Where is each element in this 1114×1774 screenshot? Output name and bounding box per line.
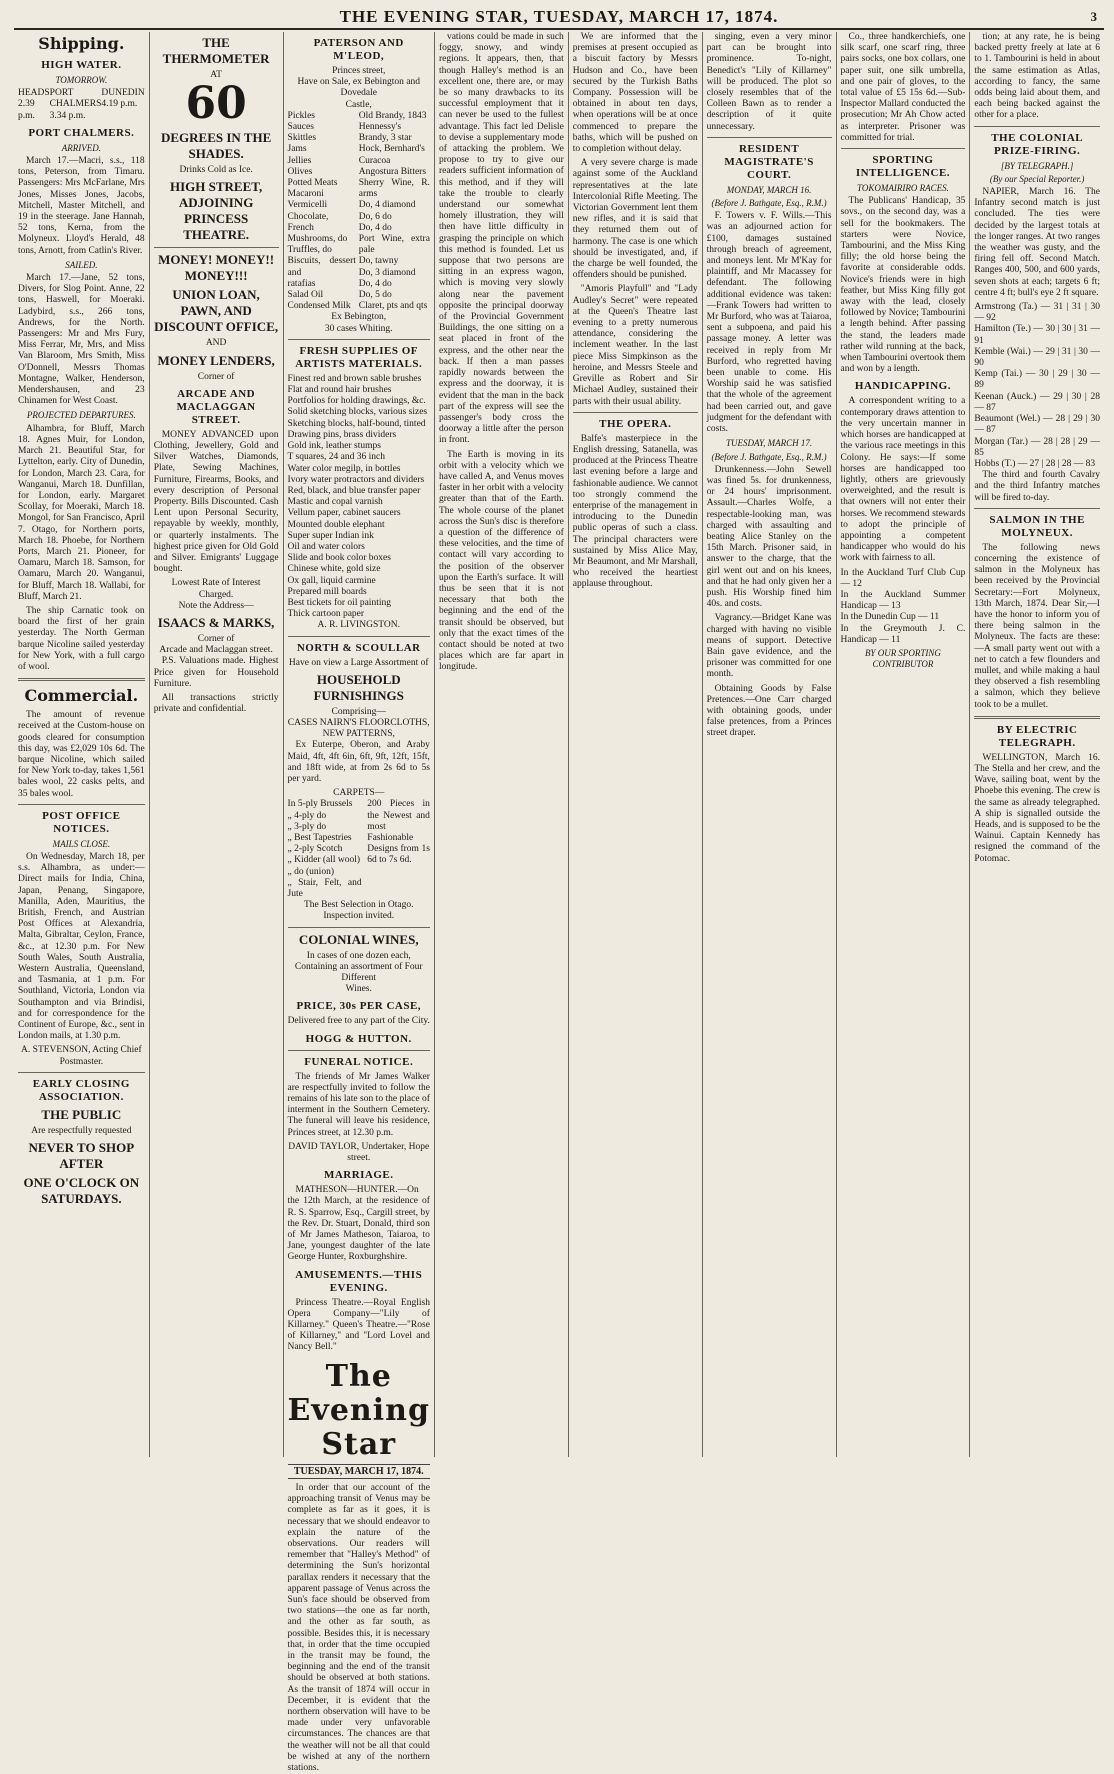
score-row: Keenan (Auck.) — 29 | 30 | 28 — 87 <box>974 391 1100 413</box>
marriage-text: MATHESON—HUNTER.—On the 12th March, at the residence of R. S. Sparrow, Esq., Cargill street, by the Rev. Dr. Stuart, Donald, third son of Mr James Matheson, Taiaroa, to Jane, youngest daughter of the late George Hunter, Roxburghshire. <box>287 1185 430 1263</box>
divider <box>707 137 832 138</box>
column-7 <box>837 32 971 1457</box>
electric-telegraph-heading: BY ELECTRIC TELEGRAPH. <box>996 723 1078 749</box>
divider <box>18 678 145 681</box>
weights-row: In the Auckland Turf Club Cup — 12 <box>840 567 966 589</box>
have-on-view-label: Have on view a Large Assortment of <box>288 657 429 668</box>
by-telegraph-label: [BY TELEGRAPH.] <box>1000 160 1074 171</box>
post-text: On Wednesday, March 18, per s.s. Alhambra, as under:— Direct mails for India, China, Japan, Penang, Singapore, Manilla, Aden, Mauritius, the British, French, and Austrian Post Offices at Alexandria, Malta, Gibraltar, Ceylon, France, &c., at 12.30 p.m. For New South Wales, South Australia, Western Australia, Queensland, and Tasmania, at 1 p.m. For Southland, Victoria, London via Southampton and via Brindisi, and for correspondence for the Continent of Europe, &c., sent in London mails, at 1.30 p.m. <box>18 851 145 1042</box>
postmaster-signature: A. STEVENSON, Acting Chief Postmaster. <box>21 1045 142 1067</box>
high-street-text: HIGH STREET, ADJOINING PRINCESS THEATRE. <box>170 179 263 243</box>
ex-label: Ex Bebington, <box>331 312 387 323</box>
public-label: THE PUBLIC <box>41 1106 122 1122</box>
undertaker-label: DAVID TAYLOR, Undertaker, Hope street. <box>288 1141 430 1164</box>
confidential-text: All transactions strictly private and confidential. <box>153 693 279 715</box>
divider <box>288 339 430 340</box>
respect-label: Are respectfully requested <box>31 1125 132 1136</box>
tomorrow-label: TOMORROW. <box>55 75 108 85</box>
carpet-list: In 5-ply Brussels „ 4-ply do „ 3-ply do „ Best Tapestries „ 2-ply Scotch „ Kidder (all wool) „ do (union) „ Stair, Felt, and Jute <box>287 799 362 899</box>
court-continued: Co., three handkerchiefs, one silk scarf, one scarf ring, three pairs socks, one box collars, one paper suit, one silk umbrella, and one pair of gloves, to the total value of £5 15s 6d.—Sub-Inspector Mallard conducted the prosecution; Mr Ah Chow acted as interpreter. Prisoner was committed for trial. <box>840 32 966 143</box>
tide-dunedin: DUNEDIN 4.19 p.m. <box>101 88 145 110</box>
weights-row: In the Greymouth J. C. Handicap — 11 <box>840 623 966 645</box>
castle-label: Castle, <box>345 99 372 110</box>
sporting-heading: SPORTING INTELLIGENCE. <box>855 154 951 180</box>
commercial-text: The amount of revenue received at the Custom-house on goods cleared for consumption this day, was £2,029 10s 6d. The barque Nicoline, which sailed for New York to-day, takes 1,561 bales wool, 22 casks pelts, and 35 bales wool. <box>18 710 145 799</box>
divider <box>18 1072 145 1073</box>
news-paragraph-3: "Amoris Playfull" and "Lady Audley's Secret" were repeated at the Queen's Theatre last evening to a pretty numerous attendance, considering the inclement weather. In the last piece Miss Simpkinson as the heroine, and Messrs Steele and Greville as Robert and Sir Michael Audley, sustained their parts with their usual ability. <box>572 284 698 407</box>
projected-text: Alhambra, for Bluff, March 18. Agnes Muir, for London, March 21. Beautiful Star, for Lyttelton, early. City of Dunedin, for London, March 23. Cara, for Wanganui, March 18. Dunfillan, for London, early. Margaret Scollay, for Moeraki, March 18. Mongol, for San Francisco, April 7. Otago, for Northern ports, March 18. Phoebe, for Northern Ports, March 21. Pioneer, for Oamaru, March 18. Samson, for Oamaru, March 20. Wanganui, for Bluff, March 18. Wallabi, for Bluff, March 21. <box>18 423 145 602</box>
paterson-heading: PATERSON AND M'LEOD, <box>313 37 404 62</box>
vagrancy-text: Vagrancy.—Bridget Kane was charged with having no visible means of support. Detective Bain gave evidence, and the prisoner was committed for one month. <box>706 613 832 680</box>
currants-label: 30 cases Whiting. <box>324 323 393 334</box>
tide-heads: HEADS 2.39 p.m. <box>18 88 50 121</box>
stock-left: Pickles Sauces Skittles Jams Jellies Olives Potted Meats Macaroni Vermicelli Chocolate, French Mushrooms, do Truffles, do Biscuits, dessert and ratafias Salad Oil Condensed Milk <box>287 110 356 312</box>
news-paragraph-2: A very severe charge is made against some of the Auckland representatives at the late Intercolonial Rifle Meeting. The Victorian Government lent them new rifles, and it is said that they returned them out of harmony. The case is one which should be investigated, and, if the charge be well founded, the offenders should be punished. <box>572 158 698 281</box>
high-water-heading: HIGH WATER. <box>41 59 122 71</box>
degrees-value: 60 <box>185 78 247 130</box>
column-6 <box>703 32 837 1457</box>
corner-label-2: Corner of <box>197 634 235 645</box>
handicap-text: A correspondent writing to a contemporary draws attention to the very uncertain manner in which horses are handicapped at the various race meetings in this Colony. He says:—If some horses are handicapped too lightly, others are grievously overweighted, and the result is that owners will not enter their horses. We recommend stewards to adopt the principle of appointing a competent handicapper who would do his work with fairness to all. <box>840 396 966 564</box>
money-lenders-heading: MONEY LENDERS, <box>157 352 275 368</box>
column-8 <box>970 32 1104 1457</box>
editorial-lead: In order that our account of the approaching transit of Venus may be complete as far as it goes, it is necessary that we should endeavor to explain the nature of the observations. Our readers will remember that "Halley's Method" of determining the Sun's horizontal parallax renders it necessary that the apparent passage of Venus across the Sun's face should be observed from two stations—the one as far north, and the other as far south, as possible. Besides this, it is necessary that, in order that the time occupied in the transit may be found, the beginning and the end of the transit should be observed at both stations. As the transit of 1874 will occur in December, it is evident that the northern observation will have to be made under very unfavorable circumstances. The chances are that the weather will not be all that could be wished at any of the northern stations. <box>287 1482 430 1773</box>
score-row: Kemp (Tai.) — 30 | 29 | 30 — 89 <box>974 369 1100 391</box>
arrived-label: ARRIVED. <box>61 142 101 153</box>
carpet-note: 200 Pieces in the Newest and most Fashionable Designs from 1s 6d to 7s 6d. <box>367 799 430 866</box>
weights-list <box>841 568 966 646</box>
early-closing-heading: EARLY CLOSING ASSOCIATION. <box>32 1077 130 1103</box>
containing-label: Containing an assortment of Four Different <box>294 961 423 984</box>
divider <box>841 148 966 149</box>
column-5 <box>569 32 703 1457</box>
third-match-text: The third and fourth Cavalry and the third Infantry matches will be fired to-day. <box>974 470 1100 503</box>
tokomairiro-heading: TOKOMAIRIRO RACES. <box>857 183 949 194</box>
mails-close-label: MAILS CLOSE. <box>52 838 111 849</box>
livingston-label: A. R. LIVINGSTON. <box>317 620 400 631</box>
columns <box>14 32 1104 1773</box>
special-reporter-label: (By our Special Reporter.) <box>989 173 1085 184</box>
resident-magistrate-heading: RESIDENT MAGISTRATE'S COURT. <box>724 142 814 181</box>
dateline: TUESDAY, MARCH 17, 1874. <box>288 1464 430 1479</box>
editorial-text: vations could be made in such foggy, snowy, and windy regions. It appears, then, that though Halley's method is an excellent one, there are, or may be so many drawbacks to its successful employment that it can never be used to the fullest advantage. This fact led Delisle to devise a supplementary mode of attacking the problem. We propose to try to give our readers sufficient information of this method, and if they will take the trouble to clearly understand our somewhat homely illustration, they will then have little difficulty in grasping the principle on which this method is founded. Let us suppose that two persons are sitting in an express wagon, which is moving very slowly along near the pavement opposite the principal doorway of the Provincial Government Buildings, the one sitting on a seat placed in front of the express, and the other near the back. If then a man passes rapidly nowards between the express and the doorway, it is evident that the man in the back part of the express will see the passenger's body cross the doorway a little after the person in front. <box>438 32 564 446</box>
column-1 <box>14 32 150 1457</box>
opera-text: Balfe's masterpiece in the English dressing, Satanella, was produced at the Princess Theatre last evening before a large and fashionable audience. We cannot too strongly commend the enterprise of the management in introducing to the Dunedin public operas of such a class. The principal characters were sustained by Miss Alice May, Mr Beaumont, and Mr Marshall, who received the heartiest applause throughout. <box>572 433 698 590</box>
news-paragraph-1: We are informed that the premises at present occupied as a biscuit factory by Messrs Hudson and Co., have been secured by the Turkish Baths Company. Possession will be obtained in about ten days, when operations will be at once commenced to prepare the baths, which will be pushed on to completion without delay. <box>572 32 698 155</box>
delivered-label: Delivered free to any part of the City. <box>287 1016 430 1027</box>
before-label-2: (Before J. Bathgate, Esq., R.M.) <box>711 451 827 462</box>
ship-text: The ship Carnatic took on board the first of her grain yesterday. The North German barque Nicoline sailed yesterday for New York, with a full cargo of wool. <box>18 605 145 672</box>
column-3 <box>284 32 435 1773</box>
princes-label: Princes street, <box>332 66 386 76</box>
projected-label: PROJECTED DEPARTURES. <box>26 410 136 421</box>
divider <box>974 508 1100 509</box>
tuesday-label: TUESDAY, MARCH 17. <box>725 438 813 449</box>
carpet-block <box>288 799 430 900</box>
corner-label: Corner of <box>197 371 235 382</box>
stock-list <box>288 111 430 313</box>
never-label: NEVER TO SHOP AFTER <box>28 1140 135 1172</box>
opera-continued: singing, even a very minor part can be brought into prominence. To-night, Benedict's "Lily of Killarney" will be produced. The plot so closely resembles that of the Colleen Bawn as to render a description of it quite unnecessary. <box>706 32 832 132</box>
at-label: AT <box>210 70 222 80</box>
race-text: The Publicans' Handicap, 35 sovs., on the second day, was a sell for the bookmakers. The starters were Novice, Tambourini, and the Miss King filly; the old horse being the favorite at considerable odds. Novice's friends were in high feather, but Miss King filly got away with the lead, closely followed by Novice; Tambourini a length behind. After passing the stand, the leaders made rather wild running at the back, when Tambourini overtook them and won by a length. <box>840 196 966 375</box>
arcade-text: Arcade and Maclaggan street. <box>159 645 273 656</box>
europe-text: Ex Euterpe, Oberon, and Araby Maid, 4ft, 4ft 6in, 6ft, 9ft, 12ft, 15ft, and 18ft wide, at from 2s 6d to 5s per yard. <box>287 740 430 784</box>
firing-text: NAPIER, March 16. The Infantry second match is just concluded. The ties were decided by the largest totals at the longer ranges. At two ranges the weather was gusty, and the firing fell off. Second Match. Ranges 400, 500, and 600 yards, seven shots at each; targets 6 ft; centre 4 ft; bull's eye 2 ft square. <box>974 187 1100 298</box>
tide-table <box>18 88 145 122</box>
weights-row: In the Auckland Summer Handicap — 13 <box>840 589 966 612</box>
arrived-text: March 17.—Macri, s.s., 118 tons, Peterson, from Timaru. Passengers: Mrs McFarlane, Mrs Jones, Misses Jones, Jacobs, Mitchell, Master Mitchell, and 19 in the steerage. Jane Hannah, 52 tons, Kerna, from the Molyneux. Lloyd's Herald, 48 tons, Arnott, from Catlin's River. <box>18 156 145 256</box>
prize-firing-heading: THE COLONIAL PRIZE-FIRING. <box>991 131 1084 157</box>
masthead <box>14 6 1104 30</box>
opera-heading: THE OPERA. <box>599 417 672 430</box>
court-text: F. Towers v. F. Wills.—This was an adjourned action for £100, damages sustained through breach of agreement, and moneys lent. Mr M'Kay for plaintiff, and Mr Macassey for defendant. The following additional evidence was taken:—Frank Towers had written to Mr Burford, who was at Taiaroa, sent a subpoena, and paid his passage money. A letter was received in reply from Mr Burford, who regretted having been unable to come. His Worship said he was satisfied that the whole of the agreement had been carried out, and gave judgment for the defendant with costs. <box>706 211 832 435</box>
port-chalmers-heading: PORT CHALMERS. <box>28 126 135 139</box>
divider <box>288 927 430 928</box>
funeral-heading: FUNERAL NOTICE. <box>304 1055 414 1068</box>
score-row: Hamilton (Te.) — 30 | 30 | 31 — 91 <box>974 324 1100 346</box>
in-cases-label: In cases of one dozen each, <box>306 950 411 961</box>
household-heading: HOUSEHOLD FURNISHINGS <box>313 671 404 703</box>
column-2 <box>150 32 284 1457</box>
amusements-heading: AMUSEMENTS.—THIS EVENING. <box>295 1268 423 1294</box>
best-selection-label: The Best Selection in Otago. <box>303 900 414 911</box>
money-text: MONEY ADVANCED upon Clothing, Jewellery, Gold and Silver Watches, Diamonds, Plate, Sewing Machines, Furniture, Firearms, Books, and every description of Personal Property. Bills Discounted. Cash Lent upon Personal Security, repayable by weekly, monthly, or quarterly instalments. The highest price given for Old Gold and Silver. Emigrants' Luggage bought. <box>153 429 279 575</box>
colonial-wines-heading: COLONIAL WINES, <box>298 931 419 947</box>
inspection-label: Inspection invited. <box>323 911 395 922</box>
north-scoullar-heading: NORTH & SCOULLAR <box>296 641 421 654</box>
sporting-contributor: BY OUR SPORTING CONTRIBUTOR <box>864 647 941 670</box>
stock-right: Old Brandy, 1843 Hennessy's Brandy, 3 star Hock, Bernhard's Curacoa Angostura Bitters Sherry Wine, R. arms Do, 4 diamond Do, 6 do Do, 4 do Port Wine, extra pale Do, tawny Do, 3 diamond Do, 4 do Do, 5 do Claret, pts and qts <box>358 110 430 312</box>
masthead-title: THE EVENING STAR, TUESDAY, MARCH 17, 1874. <box>339 7 779 26</box>
paper-title: The Evening Star <box>287 1358 430 1462</box>
funeral-text: The friends of Mr James Walker are respectfully invited to follow the remains of his late son to the place of interment in the Southern Cemetery. The funeral will leave his residence, Princes street, at 12.30 p.m. <box>287 1071 430 1138</box>
drunk-text: Drunkenness.—John Sewell was fined 5s. for drunkenness, or 24 hours' imprisonment. Assault.—Charles Wolfe, a respectable-looking man, was charged with assaulting and beating Alice Stanley on the 15th March. Prisoner said, in answer to the charge, that the girl went out and on his knees, and that he had only given her a push. His Worship fined him 40s. and costs. <box>706 464 832 610</box>
drinks-text: Drinks Cold as Ice. <box>179 165 253 176</box>
thermometer-heading: THE THERMOMETER <box>162 35 270 66</box>
page-number: 3 <box>1090 9 1098 24</box>
tide-port: PORT CHALMERS 3.34 p.m. <box>49 88 102 121</box>
score-row: Hobbs (T.) — 27 | 28 | 28 — 83 <box>974 458 1096 469</box>
isaacs-heading: ISAACS & MARKS, <box>157 615 275 631</box>
post-office-heading: POST OFFICE NOTICES. <box>42 809 121 835</box>
column-4 <box>435 32 569 1457</box>
ps-text: P.S. Valuations made. Highest Price given for Household Furniture. <box>153 656 279 689</box>
amusements-text: Princess Theatre.—Royal English Opera Company—"Lily of Killarney." Queen's Theatre.—"Rose of Killarney," and "Lord Lovel and Nancy Bell." <box>287 1297 430 1353</box>
sailed-label: SAILED. <box>65 259 98 270</box>
lowest-rate-text: Lowest Rate of Interest Charged. <box>171 578 261 600</box>
score-row: Armstrong (Ta.) — 31 | 31 | 30 — 92 <box>974 302 1100 324</box>
sporting-continued: tion; at any rate, he is being backed pretty freely at late at 6 to 1. Tambourini is held in about the same estimation as Atlas, according to fancy, the same odds being laid about them, and each being backed against the other for a place. <box>974 32 1100 121</box>
electric-text: WELLINGTON, March 16. The Stella and her crew, and the Wave, sailing boat, went by the Phoebe this evening. The crew is the same as already telegraphed. A ship is signalled outside the Heads, and is supposed to be the Wainui. Captain Kennedy has resigned the command of the Potomac. <box>974 752 1100 864</box>
hogg-label: HOGG & HUTTON. <box>305 1032 412 1045</box>
price-label: PRICE, 30s PER CASE, <box>296 1000 422 1013</box>
note-address-text: Note the Address— <box>178 600 254 611</box>
score-row: Beaumont (Wel.) — 28 | 29 | 30 — 87 <box>974 414 1100 436</box>
divider <box>288 1050 430 1051</box>
editorial-text-2: The Earth is moving in its orbit with a velocity which we have called A, and Venus moves faster in her orbit with a velocity greater than that of the Earth. The whole course of the planet across the Sun's disc is therefore a question of the difference of these velocities, and the time of contact will vary according to the position of the observer upon the Earth's surface. It will thus be seen that it is not necessary that both the beginning and the end of the transit should be observed, but only that the exact times of the contact should be noted at two places which are far apart in longitude. <box>438 449 564 673</box>
divider <box>974 716 1100 719</box>
carpets-label: CARPETS— <box>333 788 385 799</box>
wines-label: Wines. <box>345 984 372 995</box>
and-label: AND <box>205 338 227 349</box>
sailed-text: March 17.—Jane, 52 tons, Divers, for Slog Point. Anne, 22 tons, Haswell, for Moeraki. Ladybird, s.s., 266 tons, Andrews, for the North. Passengers: Mr and Mrs Fury, Miss Ferrar, Mr, Mrs, and Miss Van Blaroom, Mrs Smith, Miss O'Donnell, Messrs Thomas Montagne, Walker, Henderson, Mendershausen, and 23 Chinamen for West Coast. <box>18 273 145 407</box>
divider <box>974 126 1100 127</box>
materials-list: Finest red and brown sable brushes Flat and round hair brushes Portfolios for holding drawings, &c. Solid sketching blocks, various sizes Sketching blocks, half-bound, tinted Drawing pins, brass dividers Gold ink, leather stumps T squares, 24 and 36 inch Water color megilp, in bottles Ivory water protractors and dividers Red, black, and blue transfer paper Mastic and copal varnish Vellum paper, cabinet saucers Mounted double elephant Super super Indian ink Oil and water colors Slide and book color boxes Chinese white, gold size Ox gall, liquid carmine Prepared mill boards Best tickets for oil painting Thick cartoon paper <box>287 373 428 620</box>
salmon-heading: SALMON IN THE MOLYNEUX. <box>989 513 1085 539</box>
fresh-supplies-heading: FRESH SUPPLIES OF ARTISTS MATERIALS. <box>295 344 423 370</box>
obtaining-text: Obtaining Goods by False Pretences.—One Carr charged with obtaining goods, under false pretences, from a Princes street draper. <box>706 683 832 739</box>
monday-label: MONDAY, MARCH 16. <box>726 184 812 195</box>
salmon-text: The following news concerning the existence of salmon in the Molyneux has been received by the Provincial Secretary:—Fort Molyneux, 13th March, 1874. Dear Sir,—I have the honor to inform you of there being salmon in the Molyneux. The facts are these:—A small party went out with a net to catch a few flounders and mullet, and while making a haul they observed a fish resembling a salmon, which they believe took to be a mullet. <box>974 542 1100 710</box>
arcade-heading: ARCADE AND MACLAGGAN STREET. <box>176 387 256 426</box>
divider <box>573 412 698 413</box>
divider <box>18 804 145 805</box>
shipping-heading: Shipping. <box>38 34 125 53</box>
score-row: Kemble (Wai.) — 29 | 31 | 30 — 90 <box>974 346 1100 369</box>
divider <box>288 636 430 637</box>
before-label: (Before J. Bathgate, Esq., R.M.) <box>711 198 827 209</box>
scores-table <box>974 302 1100 470</box>
union-loan-heading: UNION LOAN, PAWN, AND DISCOUNT OFFICE, <box>154 287 279 335</box>
money-heading: MONEY! MONEY!! MONEY!!! <box>158 252 275 284</box>
marriage-heading: MARRIAGE. <box>323 1169 394 1182</box>
have-on-sale-label: Have on Sale, ex Bebington and Dovedale <box>297 77 420 99</box>
degrees-text: DEGREES IN THE SHADES. <box>160 130 272 162</box>
commercial-heading: Commercial. <box>24 686 139 706</box>
comprising-label: Comprising— <box>331 706 386 717</box>
weights-row: In the Dunedin Cup — 11 <box>840 612 940 623</box>
divider <box>154 247 279 248</box>
score-row: Morgan (Tar.) — 28 | 28 | 29 — 85 <box>974 436 1100 458</box>
floorcloths-label: CASES NAIRN'S FLOORCLOTHS, NEW PATTERNS, <box>287 717 430 740</box>
one-oclock-label: ONE O'CLOCK ON SATURDAYS. <box>23 1175 140 1207</box>
handicapping-heading: HANDICAPPING. <box>854 380 951 393</box>
